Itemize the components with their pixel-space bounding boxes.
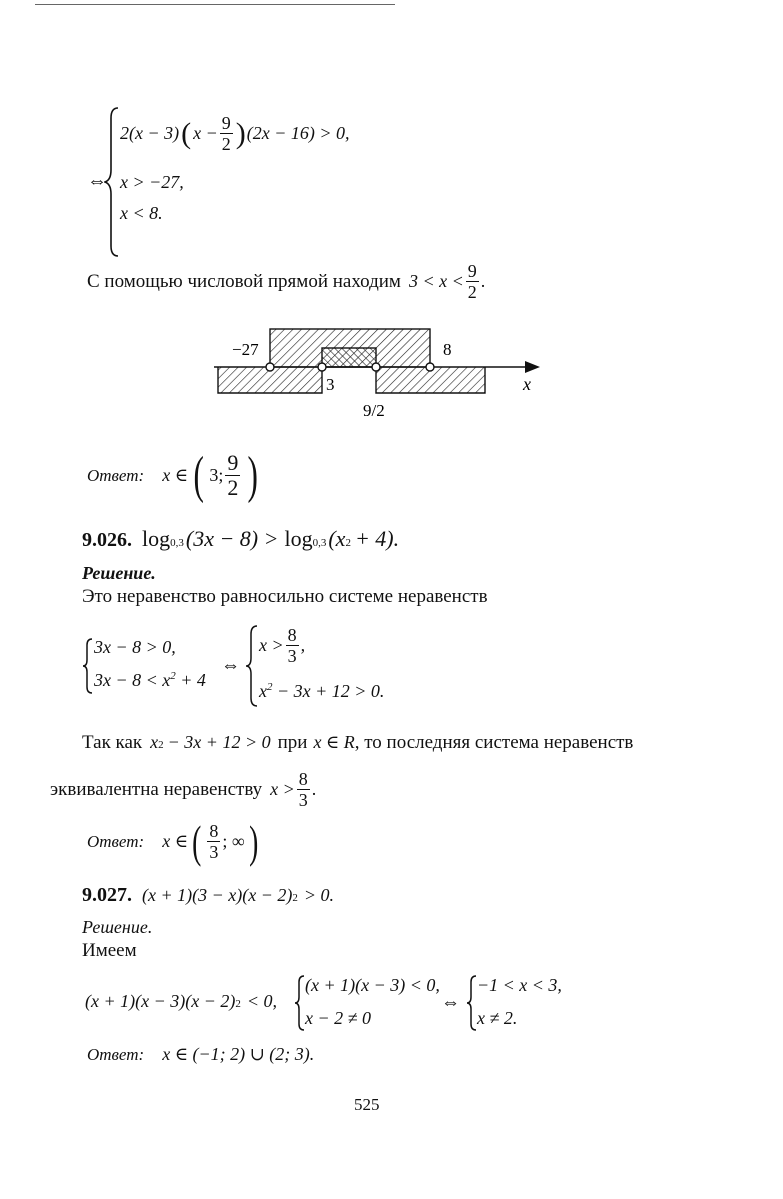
fraction-9-2: $\frac{9}{2}$ bbox=[221, 113, 231, 154]
equivalent-sentence: эквивалентна неравенству x > $\frac{8}{3}$ . bbox=[50, 769, 317, 810]
number-line-diagram bbox=[200, 320, 550, 420]
inequality-3: x < 8. bbox=[120, 203, 163, 223]
label-3: 3 bbox=[326, 375, 335, 394]
system-brace bbox=[104, 106, 120, 258]
answer-1: Ответ: x ∈ ( 3; $\frac{9}{2}$ ) bbox=[87, 447, 259, 504]
sys2-line1: x > $\frac{8}{3}$ , bbox=[259, 625, 306, 666]
label-m27: −27 bbox=[232, 340, 259, 359]
page-number: 525 bbox=[354, 1095, 380, 1114]
label-9-2: 9/2 bbox=[363, 401, 385, 420]
fraction-8-3: $\frac{8}{3}$ bbox=[209, 821, 219, 862]
solution-intro: Это неравенство равносильно системе неравенств bbox=[82, 586, 488, 607]
fraction-8-3: $\frac{8}{3}$ bbox=[298, 769, 308, 810]
sys4-line1: −1 < x < 3, bbox=[477, 975, 562, 995]
point-9-2 bbox=[372, 363, 380, 371]
point-8 bbox=[426, 363, 434, 371]
solution-heading: Решение. bbox=[82, 917, 153, 937]
sys3-line1: (x + 1)(x − 3) < 0, bbox=[305, 975, 440, 995]
answer-2: Ответ: x ∈ ( $\frac{8}{3}$ ; ∞ ) bbox=[87, 816, 258, 867]
equivalence-sign: ⇔ bbox=[221, 655, 240, 676]
problem-number: 9.027. bbox=[82, 884, 132, 906]
system-brace bbox=[82, 637, 94, 695]
solution-heading: Решение. bbox=[82, 563, 156, 583]
problem-number: 9.026. bbox=[82, 529, 132, 551]
answer-label: Ответ: bbox=[87, 465, 145, 485]
inequality-lhs: (x + 1)(x − 3)(x − 2) 2 < 0, bbox=[85, 991, 278, 1011]
inequality-1: 2(x − 3) ( x − $\frac{9}{2}$ ) (2x − 16) > 0, bbox=[120, 113, 350, 154]
answer-label: Ответ: bbox=[87, 1045, 145, 1064]
sys3-line2: x − 2 ≠ 0 bbox=[305, 1008, 372, 1028]
axis-arrow-icon bbox=[525, 361, 540, 373]
point-3 bbox=[318, 363, 326, 371]
answer-3: Ответ: x ∈ (−1; 2) ∪ (2; 3). bbox=[87, 1044, 315, 1064]
equivalence-sign: ⇔ bbox=[441, 992, 460, 1013]
system-brace bbox=[245, 624, 259, 708]
sys4-line2: x ≠ 2. bbox=[477, 1008, 518, 1028]
since-sentence: Так как x 2 − 3x + 12 > 0 при x ∈ R , то последняя система неравенств bbox=[82, 732, 634, 753]
problem-9027-statement: 9.027. (x + 1)(3 − x)(x − 2) 2 > 0. bbox=[82, 884, 335, 906]
sys2-line2: $x^2 - 3x + 12 > 0$. bbox=[259, 681, 385, 701]
region-solution bbox=[322, 348, 376, 367]
answer-label: Ответ: bbox=[87, 831, 145, 851]
fraction-9-2: $\frac{9}{2}$ bbox=[227, 450, 239, 500]
sys1-line1: 3x − 8 > 0, bbox=[94, 637, 176, 657]
fraction-9-2: $\frac{9}{2}$ bbox=[467, 261, 477, 302]
point-m27 bbox=[266, 363, 274, 371]
label-8: 8 bbox=[443, 340, 452, 359]
sys1-line2: $3x - 8 < x^2 + 4$ bbox=[94, 670, 206, 690]
solution-intro: Имеем bbox=[82, 940, 137, 961]
equivalence-sign: ⇔ bbox=[87, 170, 107, 192]
numberline-sentence: С помощью числовой прямой находим 3 < x < $\frac{9}{2}$ . bbox=[87, 261, 486, 302]
inequality-2: x > −27, bbox=[120, 172, 184, 192]
label-x: x bbox=[523, 374, 531, 394]
fraction-8-3: $\frac{8}{3}$ bbox=[287, 625, 297, 666]
top-border-line bbox=[35, 4, 395, 5]
problem-9026-statement: 9.026. log $_{0,3}$ (3x − 8) > log $_{0,3}$ (x $_2$ + 4). bbox=[82, 526, 400, 551]
